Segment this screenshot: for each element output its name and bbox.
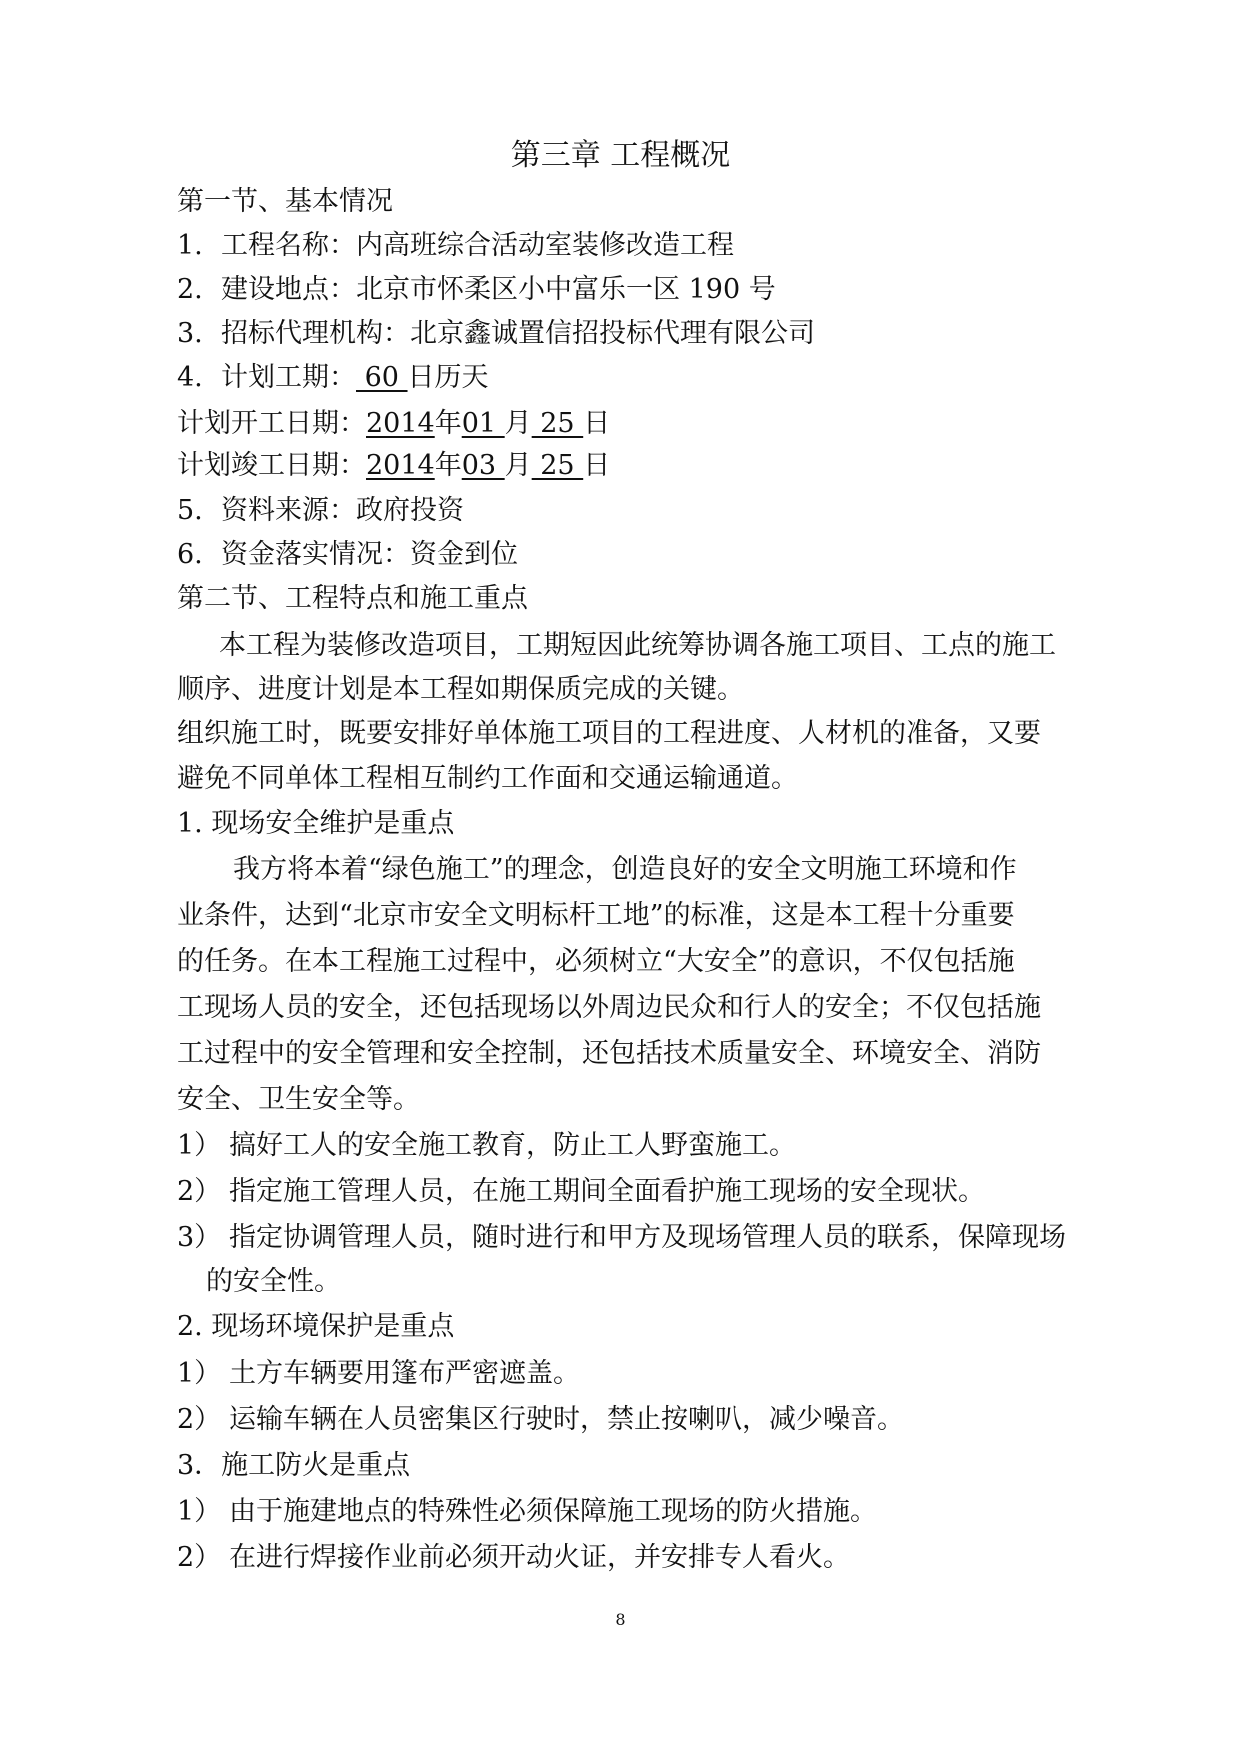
list-item (177, 320, 815, 347)
date-day: 25 (531, 450, 584, 481)
year-unit: 年 (434, 408, 462, 439)
section-heading: 第一节、基本情况 (177, 186, 393, 217)
paragraph-line: 我方将本着“绿色施工”的理念，创造良好的安全文明施工环境和作 (233, 854, 1017, 885)
date-label: 计划竣工日期： (177, 450, 366, 481)
list-item (177, 497, 464, 524)
paragraph-line: 本工程为装修改造项目，工期短因此统筹协调各施工项目、工点的施工 (219, 630, 1056, 661)
list-item (177, 1178, 985, 1205)
paragraph-line: 组织施工时，既要安排好单体施工项目的工程进度、人材机的准备，又要 (177, 718, 1041, 749)
item-number: 3. (177, 318, 203, 349)
item-number: 3） (177, 1222, 222, 1253)
item-number: 2） (177, 1404, 222, 1435)
item-label: 计划工期： (221, 362, 356, 393)
subsection-heading: 1. 现场安全维护是重点 (177, 808, 455, 839)
item-number: 2） (177, 1176, 222, 1207)
list-item (177, 232, 734, 259)
day-unit: 日 (583, 450, 611, 481)
item-text: 指定协调管理人员，随时进行和甲方及现场管理人员的联系，保障现场 (229, 1222, 1066, 1253)
paragraph-line: 避免不同单体工程相互制约工作面和交通运输通道。 (177, 763, 798, 794)
year-unit: 年 (434, 450, 462, 481)
date-month: 03 (461, 450, 505, 481)
month-unit: 月 (504, 450, 532, 481)
item-text: 由于施建地点的特殊性必须保障施工现场的防火措施。 (229, 1496, 877, 1527)
paragraph-line: 业条件，达到“北京市安全文明标杆工地”的标准，这是本工程十分重要 (177, 900, 1015, 931)
date-day: 25 (531, 408, 584, 439)
list-item (177, 1498, 877, 1525)
list-item (177, 364, 489, 391)
item-text: 土方车辆要用篷布严密遮盖。 (229, 1358, 580, 1389)
item-number: 6. (177, 539, 203, 570)
item-number: 1） (177, 1130, 222, 1161)
list-item (177, 1224, 1066, 1251)
month-unit: 月 (504, 408, 532, 439)
list-item (177, 1360, 580, 1387)
paragraph-line: 的任务。在本工程施工过程中，必须树立“大安全”的意识，不仅包括施 (177, 946, 1015, 977)
item-text: 运输车辆在人员密集区行驶时，禁止按喇叭，减少噪音。 (229, 1404, 904, 1435)
paragraph-line: 顺序、进度计划是本工程如期保质完成的关键。 (177, 674, 744, 705)
paragraph-line: 工过程中的安全管理和安全控制，还包括技术质量安全、环境安全、消防 (177, 1038, 1041, 1069)
list-item (177, 1406, 904, 1433)
item-number: 1） (177, 1496, 222, 1527)
date-year: 2014 (366, 450, 435, 481)
subsection-heading: 2. 现场环境保护是重点 (177, 1311, 455, 1342)
item-number: 1） (177, 1358, 222, 1389)
item-text: 搞好工人的安全施工教育，防止工人野蛮施工。 (229, 1130, 796, 1161)
list-item-continuation: 的安全性。 (206, 1266, 341, 1297)
item-number: 4. (177, 362, 203, 393)
planned-end-date (177, 452, 610, 479)
day-unit: 日 (583, 408, 611, 439)
item-text: 指定施工管理人员，在施工期间全面看护施工现场的安全现状。 (229, 1176, 985, 1207)
planned-duration-value: 60 (356, 362, 408, 393)
item-text: 资料来源：政府投资 (221, 495, 464, 526)
date-label: 计划开工日期： (177, 408, 366, 439)
section-heading: 第二节、工程特点和施工重点 (177, 583, 528, 614)
list-item (177, 541, 518, 568)
date-year: 2014 (366, 408, 435, 439)
date-month: 01 (461, 408, 505, 439)
item-text: 招标代理机构：北京鑫诚置信招投标代理有限公司 (221, 318, 815, 349)
paragraph-line: 工现场人员的安全，还包括现场以外周边民众和行人的安全；不仅包括施 (177, 992, 1041, 1023)
item-text: 工程名称：内高班综合活动室装修改造工程 (221, 230, 734, 261)
item-number: 5. (177, 495, 203, 526)
subsection-heading: 3．施工防火是重点 (177, 1450, 411, 1481)
item-text: 在进行焊接作业前必须开动火证，并安排专人看火。 (229, 1542, 850, 1573)
list-item (177, 276, 776, 303)
paragraph-line: 安全、卫生安全等。 (177, 1084, 420, 1115)
item-text: 资金落实情况：资金到位 (221, 539, 518, 570)
item-suffix: 日历天 (407, 362, 489, 393)
planned-start-date (177, 410, 610, 437)
item-number: 2. (177, 274, 203, 305)
item-number: 2） (177, 1542, 222, 1573)
page-number: 8 (615, 1610, 626, 1629)
item-number: 1. (177, 230, 203, 261)
chapter-title: 第三章 工程概况 (510, 138, 731, 173)
list-item (177, 1544, 850, 1571)
list-item (177, 1132, 796, 1159)
item-text: 建设地点：北京市怀柔区小中富乐一区 190 号 (221, 274, 776, 305)
